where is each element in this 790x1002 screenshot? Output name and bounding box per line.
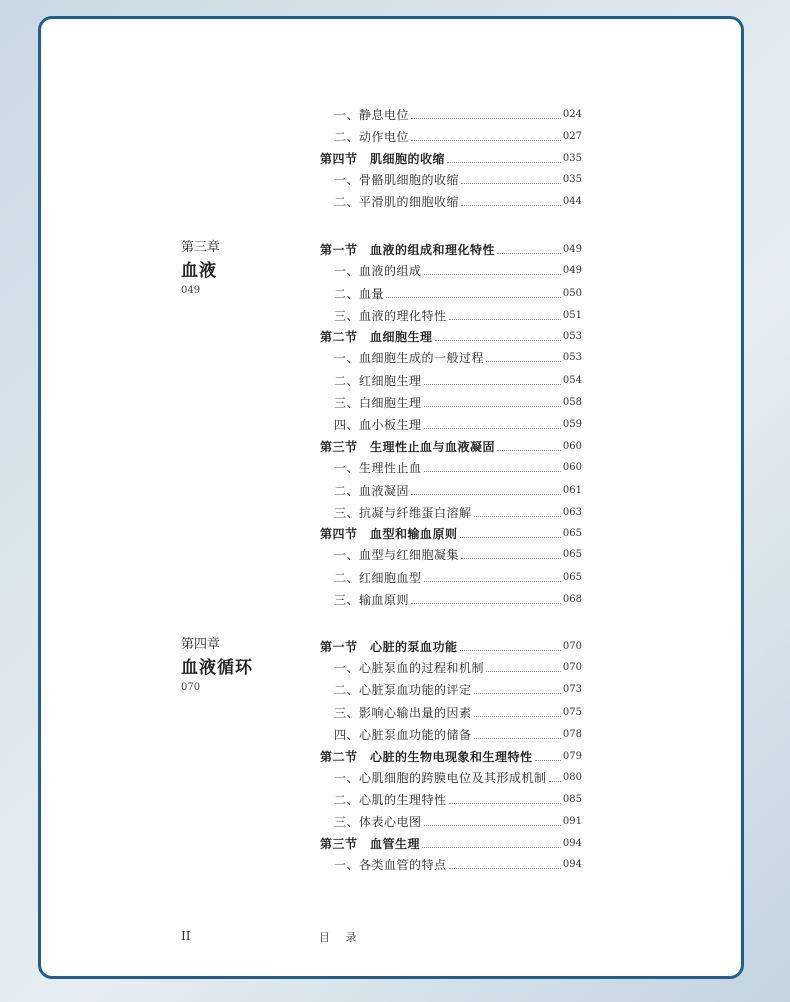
dot-leader: [461, 205, 561, 206]
toc-entry-page: 079: [562, 751, 582, 762]
toc-entry-page: 035: [562, 153, 582, 164]
toc-section-entry[interactable]: [320, 523, 582, 541]
dot-leader: [461, 183, 561, 184]
toc-entry-page: 070: [562, 662, 582, 673]
toc-entry-page: 027: [562, 131, 582, 142]
chapter-title: 血液: [181, 261, 217, 281]
toc-entry-label: 第三节 血管生理: [320, 837, 421, 851]
toc-entry-label: 四、血小板生理: [334, 418, 422, 432]
dot-leader: [449, 319, 561, 320]
toc-entry-label: 一、各类血管的特点: [334, 858, 447, 872]
toc-subsection-entry[interactable]: [320, 104, 582, 122]
toc-subsection-entry[interactable]: [320, 789, 582, 807]
chapter-4-heading: [181, 637, 253, 695]
toc-entry-page: 024: [562, 109, 582, 120]
toc-entry-page: 051: [562, 310, 582, 321]
toc-entry-page: 073: [562, 684, 582, 695]
dot-leader: [447, 162, 561, 163]
toc-subsection-entry[interactable]: [320, 767, 582, 785]
toc-subsection-entry[interactable]: [320, 414, 582, 432]
dot-leader: [424, 471, 561, 472]
toc-entry-label: 二、平滑肌的细胞收缩: [334, 195, 460, 209]
toc-entry-page: 059: [562, 419, 582, 430]
dot-leader: [449, 803, 561, 804]
dot-leader: [422, 847, 561, 848]
toc-entry-page: 065: [562, 572, 582, 583]
toc-subsection-entry[interactable]: [320, 811, 582, 829]
toc-entry-page: 065: [562, 528, 582, 539]
toc-entry-page: 094: [562, 859, 582, 870]
toc-subsection-entry[interactable]: [320, 347, 582, 365]
toc-entry-label: 第四节 肌细胞的收缩: [320, 152, 446, 166]
dot-leader: [424, 406, 561, 407]
dot-leader: [461, 558, 561, 559]
toc-entry-label: 第二节 心脏的生物电现象和生理特性: [320, 750, 533, 764]
toc-subsection-entry[interactable]: [320, 679, 582, 697]
toc-subsection-entry[interactable]: [320, 702, 582, 720]
dot-leader: [486, 361, 561, 362]
toc-entry-page: 049: [562, 244, 582, 255]
toc-entry-label: 一、骨骼肌细胞的收缩: [334, 173, 460, 187]
footer-page-number: II: [181, 929, 191, 943]
dot-leader: [424, 428, 561, 429]
dot-leader: [424, 384, 561, 385]
toc-entry-label: 二、血液凝固: [334, 484, 410, 498]
toc-entry-page: 094: [562, 838, 582, 849]
toc-entry-label: 一、心肌细胞的跨膜电位及其形成机制: [334, 771, 547, 785]
toc-entry-page: 063: [562, 507, 582, 518]
toc-entry-page: 080: [562, 772, 582, 783]
toc-subsection-entry[interactable]: [320, 169, 582, 187]
toc-entry-label: 一、血液的组成: [334, 264, 422, 278]
toc-subsection-entry[interactable]: [320, 457, 582, 475]
toc-entry-label: 第一节 心脏的泵血功能: [320, 640, 458, 654]
toc-section-entry[interactable]: [320, 436, 582, 454]
dot-leader: [460, 537, 561, 538]
dot-leader: [497, 450, 561, 451]
dot-leader: [424, 581, 561, 582]
toc-entry-page: 054: [562, 375, 582, 386]
toc-entry-label: 一、静息电位: [334, 108, 410, 122]
toc-subsection-entry[interactable]: [320, 657, 582, 675]
toc-entry-label: 四、心脏泵血功能的储备: [334, 728, 472, 742]
toc-subsection-entry[interactable]: [320, 392, 582, 410]
dot-leader: [411, 140, 561, 141]
dot-leader: [474, 738, 561, 739]
dot-leader: [424, 274, 561, 275]
toc-entry-label: 一、血细胞生成的一般过程: [334, 351, 485, 365]
toc-entry-page: 060: [562, 462, 582, 473]
toc-section-entry[interactable]: [320, 239, 582, 257]
toc-entry-label: 二、心肌的生理特性: [334, 793, 447, 807]
dot-leader: [449, 868, 561, 869]
toc-subsection-entry[interactable]: [320, 283, 582, 301]
toc-subsection-entry[interactable]: [320, 126, 582, 144]
toc-entry-page: 091: [562, 816, 582, 827]
toc-entry-label: 三、抗凝与纤维蛋白溶解: [334, 506, 472, 520]
dot-leader: [411, 494, 561, 495]
toc-entry-page: 044: [562, 196, 582, 207]
toc-entry-page: 049: [562, 265, 582, 276]
chapter-page: 049: [181, 285, 201, 296]
dot-leader: [424, 825, 561, 826]
dot-leader: [386, 297, 561, 298]
chapter-page: 070: [181, 682, 201, 693]
toc-entry-label: 三、输血原则: [334, 593, 410, 607]
dot-leader: [497, 253, 561, 254]
chapter-number: 第四章: [181, 637, 221, 652]
dot-leader: [474, 693, 561, 694]
toc-subsection-entry[interactable]: [320, 260, 582, 278]
toc-section-entry[interactable]: [320, 833, 582, 851]
chapter-title: 血液循环: [181, 658, 253, 678]
toc-entry-label: 二、红细胞生理: [334, 374, 422, 388]
toc-entry-page: 068: [562, 594, 582, 605]
toc-entry-page: 078: [562, 729, 582, 740]
toc-entry-page: 058: [562, 397, 582, 408]
dot-leader: [486, 671, 561, 672]
toc-subsection-entry[interactable]: [320, 544, 582, 562]
toc-section-entry[interactable]: [320, 636, 582, 654]
toc-entry-label: 三、白细胞生理: [334, 396, 422, 410]
chapter-number: 第三章: [181, 240, 221, 255]
toc-entry-label: 第二节 血细胞生理: [320, 330, 433, 344]
dot-leader: [411, 603, 561, 604]
dot-leader: [474, 516, 561, 517]
toc-entry-label: 二、心脏泵血功能的评定: [334, 683, 472, 697]
dot-leader: [435, 340, 561, 341]
footer-title: 目 录: [319, 931, 363, 944]
dot-leader: [549, 781, 561, 782]
toc-entry-label: 一、心脏泵血的过程和机制: [334, 661, 485, 675]
toc-entry-page: 061: [562, 485, 582, 496]
toc-entry-page: 060: [562, 441, 582, 452]
toc-entry-label: 三、影响心输出量的因素: [334, 706, 472, 720]
toc-entry-page: 070: [562, 641, 582, 652]
chapter-3-heading: [181, 240, 220, 298]
toc-entry-label: 二、动作电位: [334, 130, 410, 144]
toc-section-entry[interactable]: [320, 148, 582, 166]
toc-entry-page: 050: [562, 288, 582, 299]
toc-entry-page: 053: [562, 331, 582, 342]
toc-entry-page: 075: [562, 707, 582, 718]
toc-subsection-entry[interactable]: [320, 854, 582, 872]
toc-entry-page: 085: [562, 794, 582, 805]
toc-entry-label: 一、生理性止血: [334, 461, 422, 475]
toc-entry-label: 三、体表心电图: [334, 815, 422, 829]
dot-leader: [535, 760, 561, 761]
toc-entry-label: 一、血型与红细胞凝集: [334, 548, 460, 562]
toc-subsection-entry[interactable]: [320, 724, 582, 742]
toc-entry-page: 035: [562, 174, 582, 185]
toc-section-entry[interactable]: [320, 746, 582, 764]
dot-leader: [460, 650, 561, 651]
toc-entry-label: 第四节 血型和输血原则: [320, 527, 458, 541]
dot-leader: [411, 118, 561, 119]
toc-section-entry[interactable]: [320, 326, 582, 344]
toc-subsection-entry[interactable]: [320, 191, 582, 209]
toc-subsection-entry[interactable]: [320, 480, 582, 498]
toc-entry-label: 三、血液的理化特性: [334, 309, 447, 323]
toc-subsection-entry[interactable]: [320, 370, 582, 388]
toc-entry-label: 二、血量: [334, 287, 385, 301]
toc-entry-page: 053: [562, 352, 582, 363]
toc-entry-label: 第三节 生理性止血与血液凝固: [320, 440, 496, 454]
toc-subsection-entry[interactable]: [320, 567, 582, 585]
toc-entry-label: 二、红细胞血型: [334, 571, 422, 585]
dot-leader: [474, 716, 561, 717]
toc-entry-label: 第一节 血液的组成和理化特性: [320, 243, 496, 257]
toc-subsection-entry[interactable]: [320, 589, 582, 607]
toc-subsection-entry[interactable]: [320, 305, 582, 323]
toc-subsection-entry[interactable]: [320, 502, 582, 520]
toc-entry-page: 065: [562, 549, 582, 560]
